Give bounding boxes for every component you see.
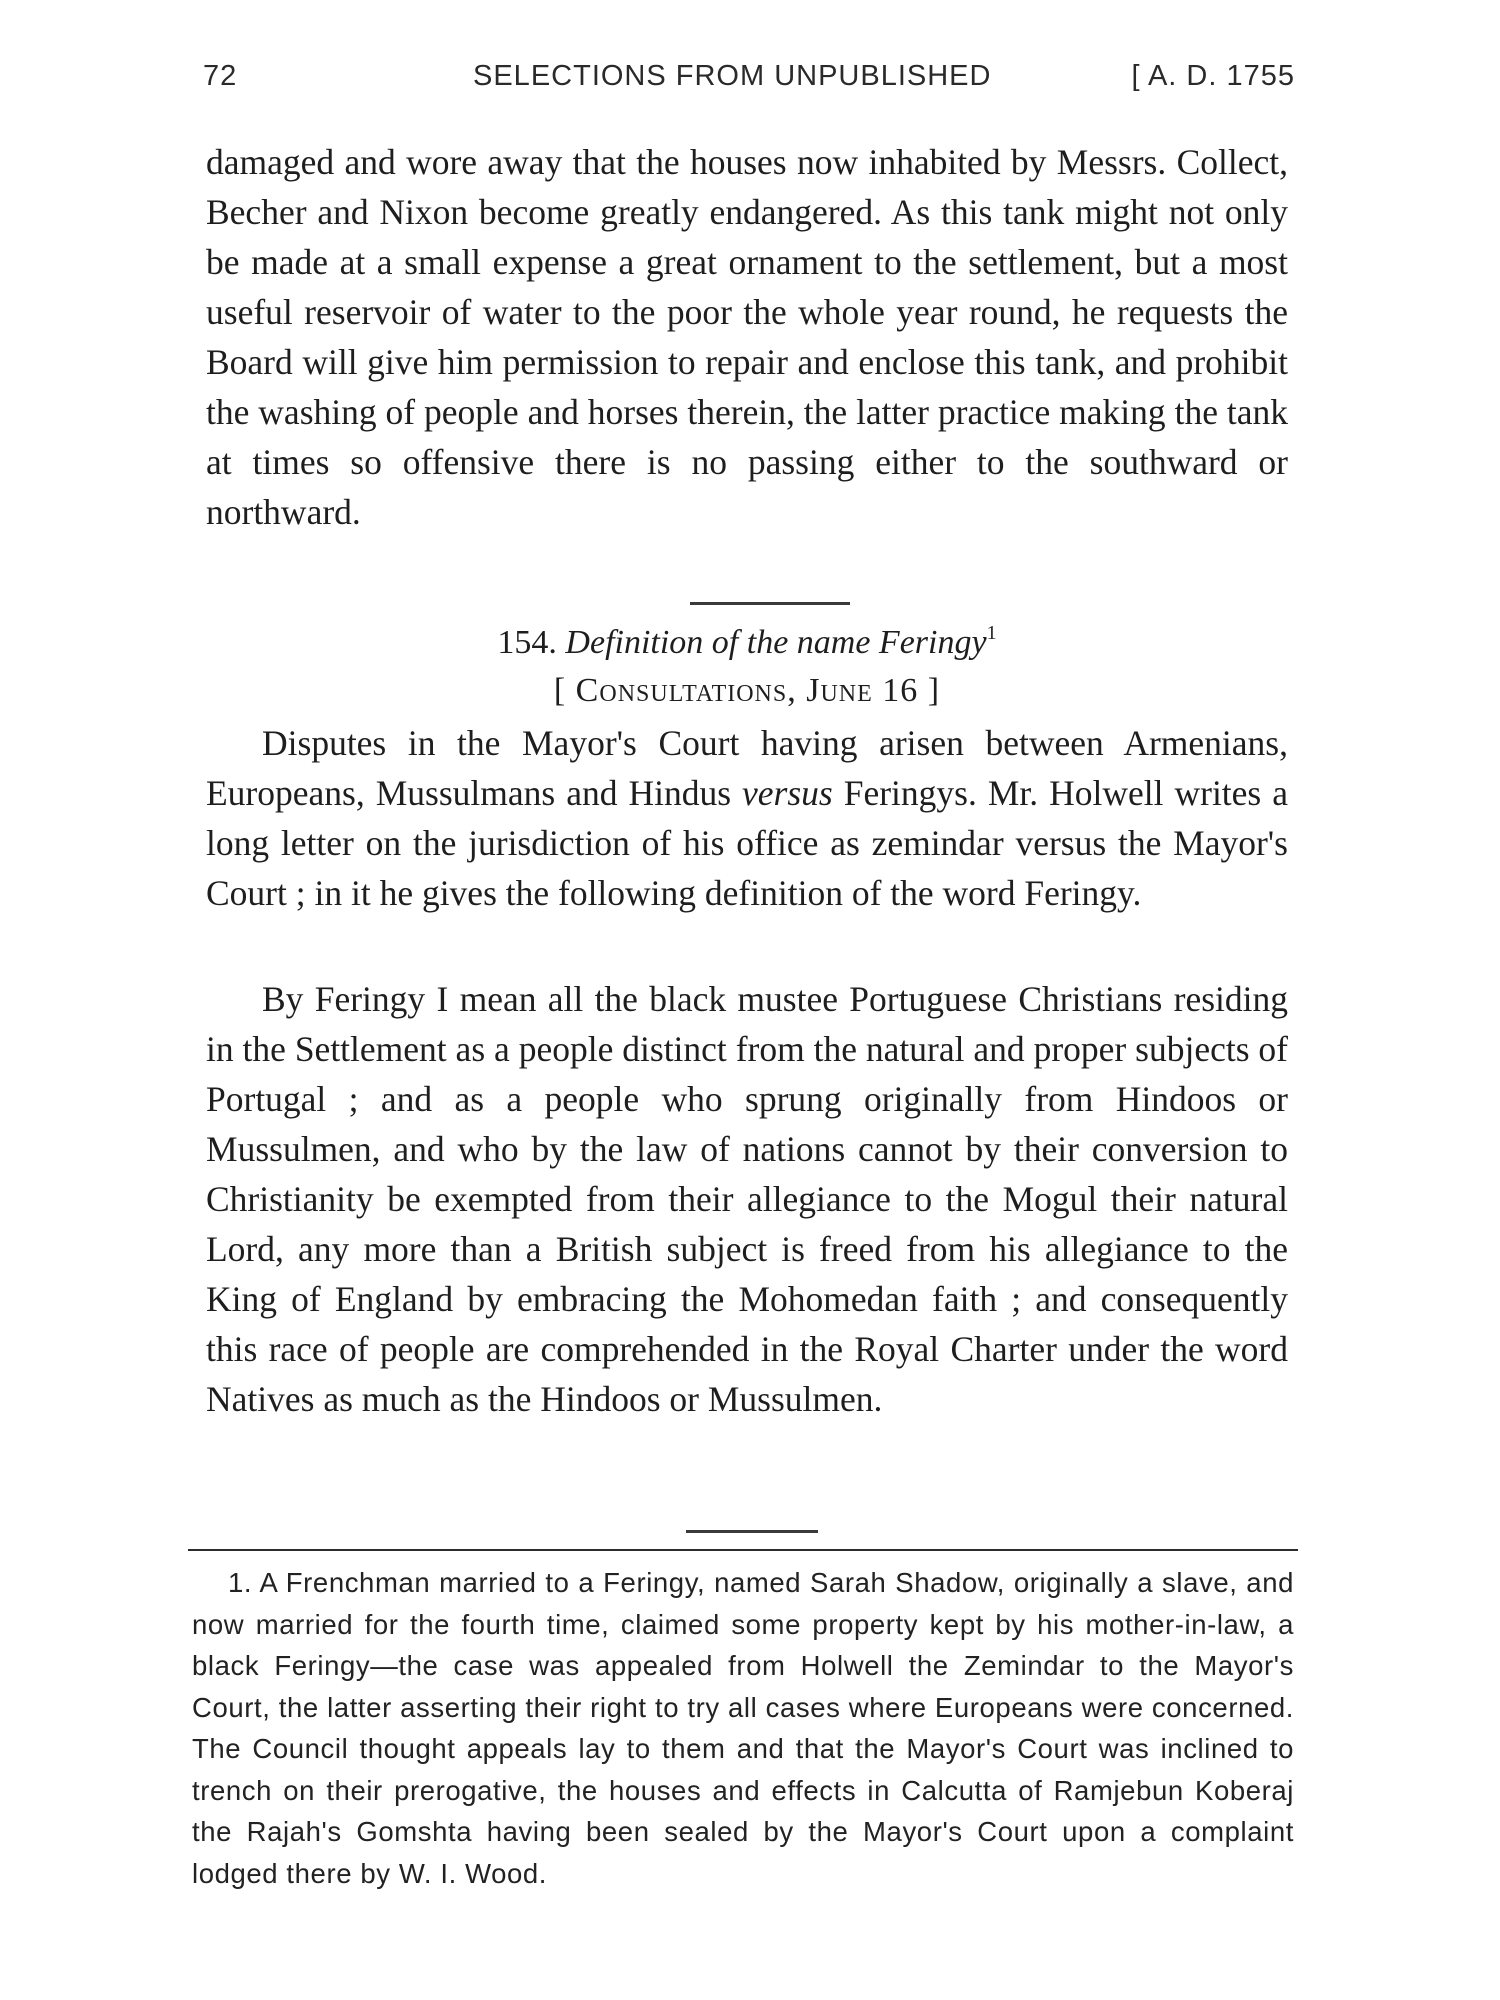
paragraph-continuation: damaged and wore away that the houses now inhabited by Messrs. Collect, Becher and Nixon become greatly endangered. As this tank might not only be made at a small expense a great ornament to the settlement, but a most useful reservoir of water to the poor the whole year round, he requests the Board will give him permission to repair and enclose this tank, and prohibit the washing of people and horses therein, the latter practice making the tank at times so offensive there is no passing either to the southward or northward. <box>206 142 1288 532</box>
section-divider <box>690 602 850 605</box>
paragraph-disputes <box>206 718 1288 918</box>
running-year: [ A. D. 1755 <box>1131 60 1295 92</box>
paragraph-definition: By Feringy I mean all the black mustee Portuguese Christians residing in the Settlement as a people distinct from the natural and proper subjects of Portugal ; and as a people who sprung originally from Hindoos or Mussulmen, and who by the law of nations cannot by their conversion to Christianity be exempted from their allegiance to the Mogul their natural Lord, any more than a British subject is freed from his allegiance to the King of England by embracing the Mohomedan faith ; and consequently this race of people are comprehended in the Royal Charter under the word Natives as much as the Hindoos or Mussulmen. <box>206 979 1288 1419</box>
paragraph-disputes-italic: versus <box>742 773 833 813</box>
running-header <box>203 60 1295 104</box>
section-heading <box>206 620 1288 666</box>
footnote: 1. A Frenchman married to a Feringy, named Sarah Shadow, originally a slave, and now married for the fourth time, claimed some property kept by his mother-in-law, a black Feringy—the case was appealed from Holwell the Zemindar to the Mayor's Court, the latter asserting their right to try all cases where Europeans were concerned. The Council thought appeals lay to them and that the Mayor's Court was inclined to trench on their prerogative, the houses and effects in Calcutta of Ramjebun Koberaj the Rajah's Gomshta having been sealed by the Mayor's Court upon a complaint lodged there by W. I. Wood. <box>192 1567 1294 1889</box>
footnote-rule <box>188 1549 1298 1551</box>
section-subheading: [ Consultations, June 16 ] <box>553 672 941 709</box>
section-title: Definition of the name Feringy <box>565 624 987 661</box>
paragraph-disputes-part2: Feringys. Mr. Holwell writes a long letter on the jurisdiction of his office as zemindar versus the Mayor's Court ; in it he gives the following definition of the word Feringy. <box>206 773 1288 913</box>
end-divider <box>686 1530 818 1533</box>
running-title: SELECTIONS FROM UNPUBLISHED <box>473 60 992 92</box>
section-number: 154. <box>497 624 557 661</box>
footnote-marker: 1 <box>986 622 997 644</box>
paragraph-disputes-part1: Disputes in the Mayor's Court having arisen between Armenians, Europeans, Mussulmans and Hindus <box>206 723 1288 813</box>
page-number: 72 <box>203 60 238 92</box>
